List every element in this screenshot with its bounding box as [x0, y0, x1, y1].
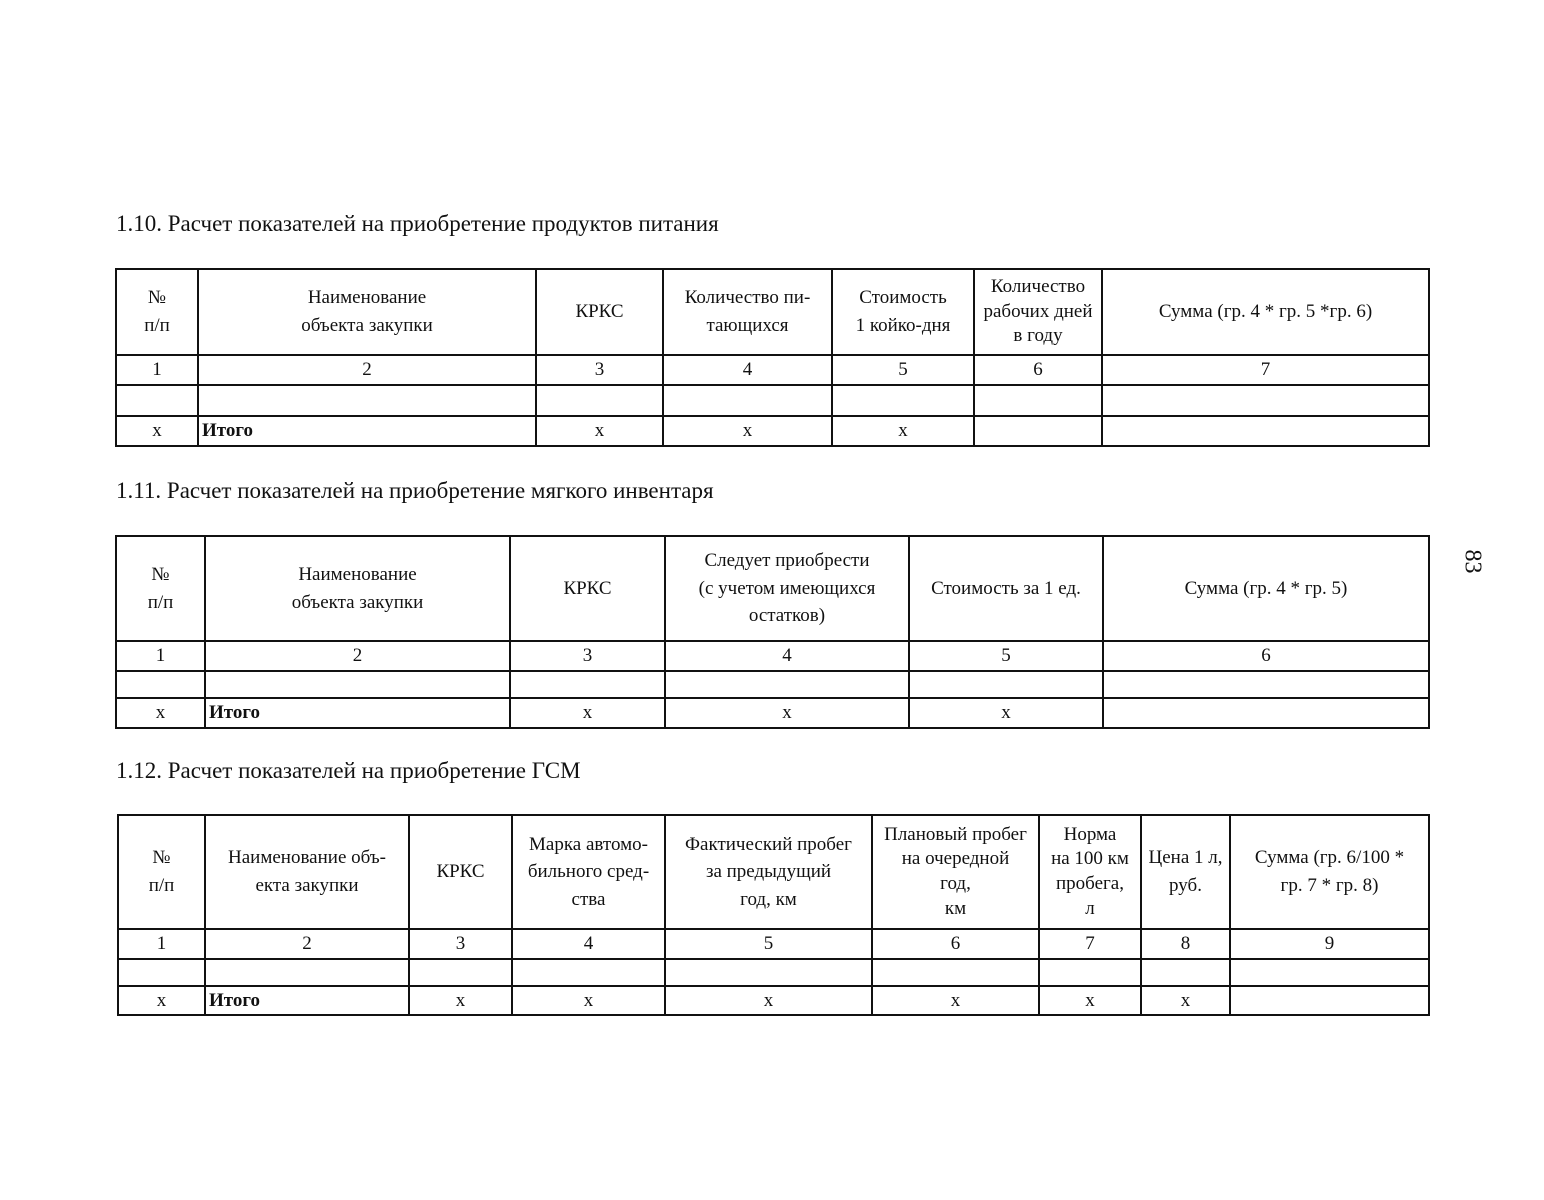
section-title-soft-inventory: 1.11. Расчет показателей на приобретение мягкого инвентаря: [116, 478, 714, 503]
total-cell: х: [665, 698, 909, 728]
total-cell: х: [1141, 986, 1230, 1016]
column-number: 1: [118, 929, 205, 959]
column-number: 2: [198, 355, 536, 385]
table-cell: [974, 385, 1102, 416]
header-cell: Количество рабочих дней в году: [974, 269, 1102, 355]
section-title-food: 1.10. Расчет показателей на приобретение продуктов питания: [116, 211, 719, 236]
header-cell: КРКС: [536, 269, 663, 355]
header-cell: № п/п: [116, 269, 198, 355]
table-cell: [832, 385, 974, 416]
table-cell: [536, 385, 663, 416]
table-cell: [118, 959, 205, 986]
column-number: 8: [1141, 929, 1230, 959]
table-cell: [665, 959, 872, 986]
table-cell: [1141, 959, 1230, 986]
header-cell: Стоимость за 1 ед.: [909, 536, 1103, 641]
header-cell: Цена 1 л, руб.: [1141, 815, 1230, 929]
column-number: 5: [832, 355, 974, 385]
total-row: [118, 986, 1429, 1016]
header-cell: Марка автомо- бильного сред- ства: [512, 815, 665, 929]
empty-row: [116, 385, 1429, 416]
total-cell: [974, 416, 1102, 446]
total-cell: х: [510, 698, 665, 728]
table-cell: [1103, 671, 1429, 698]
header-cell: Плановый пробег на очередной год, км: [872, 815, 1039, 929]
column-number: 4: [512, 929, 665, 959]
header-cell: Наименование объекта закупки: [198, 269, 536, 355]
empty-row: [118, 959, 1429, 986]
column-number: 6: [1103, 641, 1429, 671]
column-number: 2: [205, 929, 409, 959]
column-number: 1: [116, 355, 198, 385]
table-cell: [1039, 959, 1141, 986]
total-cell: х: [409, 986, 512, 1016]
table-cell: [1230, 959, 1429, 986]
table-cell: [512, 959, 665, 986]
header-cell: Сумма (гр. 4 * гр. 5 *гр. 6): [1102, 269, 1429, 355]
header-cell: № п/п: [118, 815, 205, 929]
column-number: 2: [205, 641, 510, 671]
column-number: 3: [536, 355, 663, 385]
column-number: 7: [1102, 355, 1429, 385]
fuel-table: [117, 814, 1430, 1016]
column-number: 4: [663, 355, 832, 385]
page-number: 83: [1459, 549, 1486, 574]
table-cell: [663, 385, 832, 416]
total-cell: х: [663, 416, 832, 446]
table-cell: [665, 671, 909, 698]
total-cell: [1102, 416, 1429, 446]
column-number-row: [116, 355, 1429, 385]
table-cell: [409, 959, 512, 986]
table-cell: [116, 671, 205, 698]
header-cell: Количество пи- тающихся: [663, 269, 832, 355]
table-cell: [909, 671, 1103, 698]
total-row: [116, 416, 1429, 446]
column-number: 3: [409, 929, 512, 959]
total-cell: х: [116, 416, 198, 446]
total-cell: [1103, 698, 1429, 728]
header-cell: Наименование объекта закупки: [205, 536, 510, 641]
table-cell: [205, 671, 510, 698]
column-number-row: [116, 641, 1429, 671]
table-header-row: [116, 536, 1429, 641]
soft-inventory-table: [115, 535, 1430, 729]
table-header-row: [116, 269, 1429, 355]
total-row: [116, 698, 1429, 728]
column-number: 7: [1039, 929, 1141, 959]
header-cell: Следует приобрести (с учетом имеющихся остатков): [665, 536, 909, 641]
total-cell: х: [116, 698, 205, 728]
total-cell: х: [872, 986, 1039, 1016]
total-cell: х: [665, 986, 872, 1016]
column-number: 1: [116, 641, 205, 671]
column-number-row: [118, 929, 1429, 959]
header-cell: Норма на 100 км пробега, л: [1039, 815, 1141, 929]
total-cell: х: [536, 416, 663, 446]
total-cell: х: [1039, 986, 1141, 1016]
column-number: 6: [872, 929, 1039, 959]
section-title-fuel: 1.12. Расчет показателей на приобретение ГСМ: [116, 758, 581, 783]
table-cell: [205, 959, 409, 986]
table-header-row: [118, 815, 1429, 929]
table-cell: [872, 959, 1039, 986]
column-number: 6: [974, 355, 1102, 385]
total-cell: [1230, 986, 1429, 1016]
column-number: 5: [909, 641, 1103, 671]
total-cell: х: [512, 986, 665, 1016]
table-cell: [1102, 385, 1429, 416]
table-cell: [116, 385, 198, 416]
total-cell: х: [118, 986, 205, 1016]
total-cell: х: [832, 416, 974, 446]
header-cell: Стоимость 1 койко-дня: [832, 269, 974, 355]
column-number: 9: [1230, 929, 1429, 959]
empty-row: [116, 671, 1429, 698]
header-cell: Сумма (гр. 4 * гр. 5): [1103, 536, 1429, 641]
header-cell: № п/п: [116, 536, 205, 641]
total-cell: х: [909, 698, 1103, 728]
column-number: 3: [510, 641, 665, 671]
food-table: [115, 268, 1430, 447]
header-cell: КРКС: [409, 815, 512, 929]
total-label: Итого: [205, 986, 409, 1016]
header-cell: Сумма (гр. 6/100 * гр. 7 * гр. 8): [1230, 815, 1429, 929]
column-number: 4: [665, 641, 909, 671]
header-cell: КРКС: [510, 536, 665, 641]
column-number: 5: [665, 929, 872, 959]
total-label: Итого: [205, 698, 510, 728]
header-cell: Фактический пробег за предыдущий год, км: [665, 815, 872, 929]
table-cell: [198, 385, 536, 416]
total-label: Итого: [198, 416, 536, 446]
header-cell: Наименование объ- екта закупки: [205, 815, 409, 929]
table-cell: [510, 671, 665, 698]
